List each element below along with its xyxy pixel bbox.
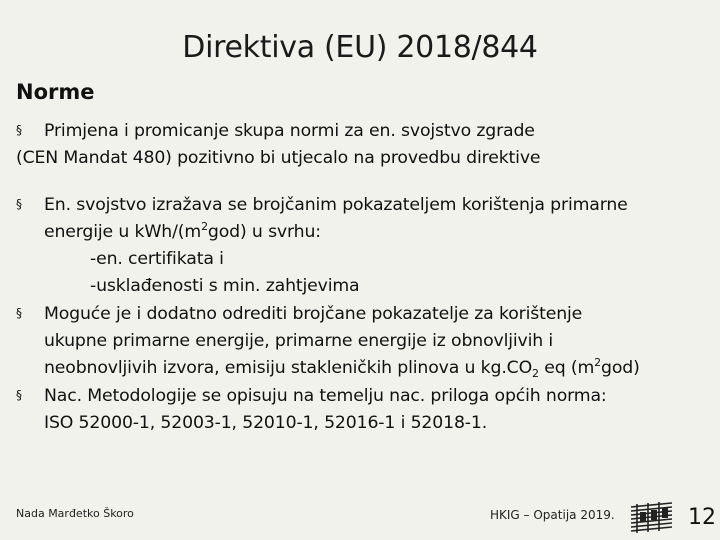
text-line: En. svojstvo izražava se brojčanim pokazateljem korištenja primarne bbox=[44, 195, 628, 215]
text-line: ukupne primarne energije, primarne energije iz obnovljivih i bbox=[44, 331, 554, 351]
text-line: Moguće je i dodatno odrediti brojčane pokazatelje za korištenje bbox=[44, 304, 583, 324]
bullet-icon: § bbox=[16, 388, 22, 402]
text-line: ISO 52000-1, 52003-1, 52010-1, 52016-1 i 52018-1. bbox=[44, 413, 488, 433]
page-number: 12 bbox=[688, 505, 716, 530]
text-line: -usklađenosti s min. zahtjevima bbox=[90, 276, 360, 296]
list-item bbox=[16, 300, 716, 328]
text-line: -en. certifikata i bbox=[90, 249, 224, 269]
slide-body bbox=[16, 117, 716, 437]
hkig-logo-icon bbox=[628, 500, 676, 536]
text-line: Nac. Metodologije se opisuju na temelju nac. priloga općih norma: bbox=[44, 386, 607, 406]
list-item bbox=[16, 117, 716, 145]
text-line: Primjena i promicanje skupa normi za en. svojstvo zgrade bbox=[44, 121, 535, 141]
list-item bbox=[16, 191, 716, 219]
text-line: energije u kWh/$(m^2god)$ u svrhu: bbox=[44, 220, 321, 242]
text-line: neobnovljivih izvora, emisiju stakleničkih plinova u $kg.CO_2$ eq $(m^2god)$ bbox=[44, 356, 640, 380]
footer-event: HKIG – Opatija 2019. bbox=[490, 508, 615, 522]
bullet-icon: § bbox=[16, 306, 22, 320]
bullet-icon: § bbox=[16, 197, 22, 211]
text-line: (CEN Mandat 480) pozitivno bi utjecalo na provedbu direktive bbox=[16, 148, 541, 168]
bullet-icon: § bbox=[16, 123, 22, 137]
section-heading: Norme bbox=[16, 80, 95, 104]
footer-author: Nada Marđetko Škoro bbox=[16, 507, 134, 520]
list-item bbox=[16, 382, 716, 410]
slide-title: Direktiva (EU) 2018/844 bbox=[182, 30, 538, 65]
